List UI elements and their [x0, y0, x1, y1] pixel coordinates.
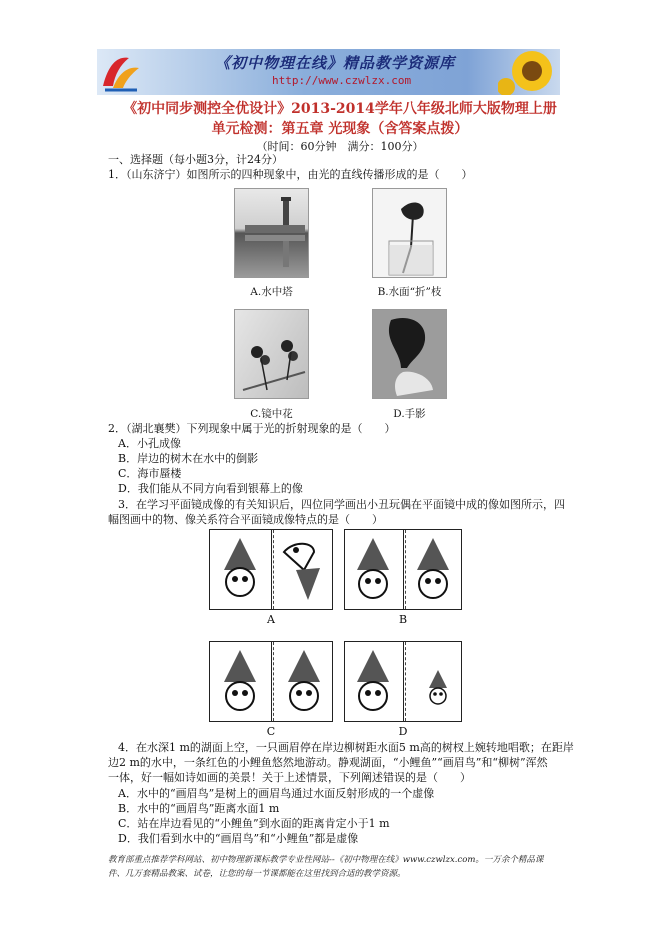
caption-a: A.水中塔: [250, 286, 293, 298]
site-logo-icon: [99, 52, 141, 92]
mirror-label-b[interactable]: B: [398, 613, 408, 626]
mirror-figure-c: [209, 641, 333, 722]
photo-hand-shadow: [372, 309, 447, 399]
photo-pagoda-reflection: [234, 188, 309, 278]
question-4-stem-line2: 边2 m的水中，一条红色的小鲤鱼悠然地游动。静观湖面，“小鲤鱼”“画眉鸟”和“柳树”浑然: [108, 756, 548, 769]
page-subtitle: 单元检测：第五章 光现象（含答案点拨）: [211, 121, 469, 137]
question-4-stem-line3: 一体，好一幅如诗如画的美景！关于上述情景，下列阐述错误的是（ ）: [108, 771, 471, 784]
caption-c: C.镜中花: [250, 408, 293, 420]
photo-mirror-flower: [234, 309, 309, 399]
question-2-option-c[interactable]: C．海市蜃楼: [118, 467, 182, 480]
question-2-option-a[interactable]: A．小孔成像: [118, 437, 181, 450]
question-4-option-d[interactable]: D．我们看到水中的“画眉鸟”和“小鲤鱼”都是虚像: [118, 832, 359, 845]
question-4-option-a[interactable]: A．水中的“画眉鸟”是树上的画眉鸟通过水面反射形成的一个虚像: [118, 787, 435, 800]
footer-line-1: 教育部重点推荐学科网站、初中物理新课标教学专业性网站--《初中物理在线》www.czwlzx.com。一万余个精品课: [108, 855, 544, 865]
question-3-stem-line1: 3．在学习平面镜成像的有关知识后，四位同学画出小丑玩偶在平面镜中成的像如图所示，四: [118, 498, 565, 511]
header-banner: [97, 49, 560, 95]
page-title: 《初中同步测控全优设计》2013-2014学年八年级北师大版物理上册: [123, 101, 557, 117]
footer-line-2: 件、几万套精品教案、试卷，让您的每一节课都能在这里找到合适的教学资源。: [108, 869, 406, 879]
time-info: （时间：60分钟 满分：100分）: [256, 140, 424, 153]
caption-b: B.水面“折”枝: [377, 286, 442, 298]
question-4-stem-line1: 4．在水深1 m的湖面上空，一只画眉停在岸边柳树距水面5 m高的树杈上婉转地唱歌；在距岸: [118, 741, 574, 754]
mirror-figure-d: [344, 641, 462, 722]
sunflower-icon: [498, 49, 558, 95]
banner-url[interactable]: http://www.czwlzx.com: [272, 74, 412, 87]
mirror-label-a[interactable]: A: [267, 613, 275, 626]
question-2-option-d[interactable]: D．我们能从不同方向看到银幕上的像: [118, 482, 303, 495]
mirror-figure-b: [344, 529, 462, 610]
question-1-stem: 1．（山东济宁）如图所示的四种现象中，由光的直线传播形成的是（ ）: [108, 168, 473, 181]
question-2-option-b[interactable]: B．岸边的树木在水中的倒影: [118, 452, 259, 465]
question-4-option-c[interactable]: C．站在岸边看见的“小鲤鱼”到水面的距离肯定小于1 m: [118, 817, 390, 830]
question-4-option-b[interactable]: B．水中的“画眉鸟”距离水面1 m: [118, 802, 280, 815]
mirror-figure-a: [209, 529, 333, 610]
caption-d: D.手影: [393, 408, 426, 420]
question-3-stem-line2: 幅图画中的物、像关系符合平面镜成像特点的是（ ）: [108, 513, 383, 526]
banner-title: 《初中物理在线》精品教学资源库: [215, 54, 456, 72]
question-2-stem: 2．（湖北襄樊）下列现象中属于光的折射现象的是（ ）: [108, 422, 396, 435]
photo-bent-branch: [372, 188, 447, 278]
mirror-label-d[interactable]: D: [398, 725, 408, 738]
mirror-label-c[interactable]: C: [266, 725, 276, 738]
section-heading: 一、选择题（每小题3分，计24分）: [108, 153, 283, 166]
